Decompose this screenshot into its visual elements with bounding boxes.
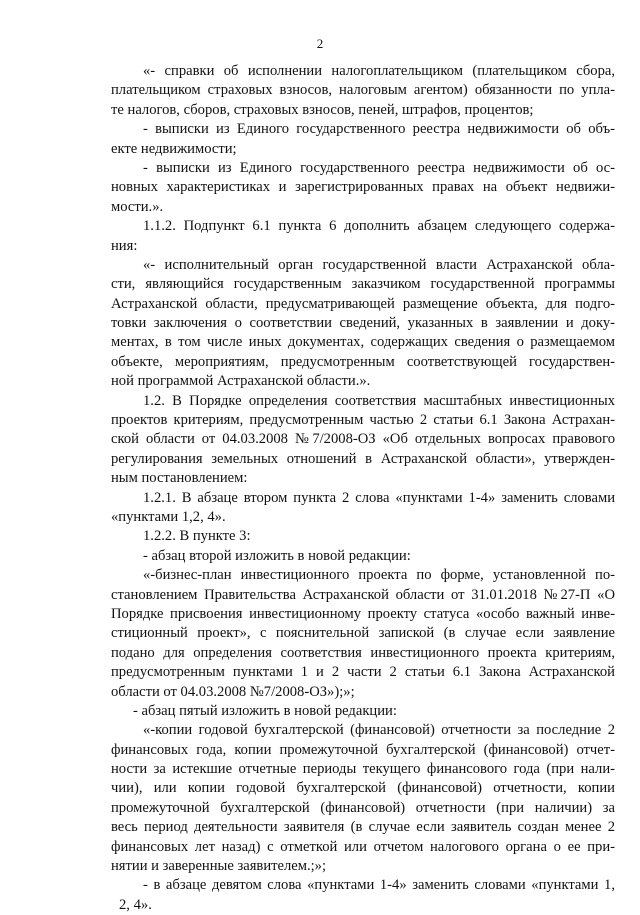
text-line: 1.2.1. В абзаце втором пункта 2 слова «пунктами 1-4» заменить словами xyxy=(143,489,615,506)
text-line: чии), или копии годовой бухгалтерской (финансовой) отчетности, копии xyxy=(111,780,615,797)
text-line: стиционный проект», с пояснительной запиской (в случае если заявление xyxy=(111,625,615,642)
text-line: финансовых года, копии промежуточной бухгалтерской (финансовой) отчет- xyxy=(111,741,615,758)
text-line: «-бизнес-план инвестиционного проекта по форме, установленной по- xyxy=(143,567,615,584)
text-line: проектов критериям, предусмотренным частью 2 статьи 6.1 Закона Астрахан- xyxy=(111,412,615,429)
text-line: «пунктами 1,2, 4». xyxy=(111,508,226,525)
text-line: екте недвижимости; xyxy=(111,140,237,157)
text-line: новных характеристиках и зарегистрированных правах на объект недвижи- xyxy=(111,179,615,196)
text-line: 1.2. В Порядке определения соответствия масштабных инвестиционных xyxy=(143,392,615,409)
text-line: - выписки из Единого государственного реестра недвижимости об объ- xyxy=(143,121,615,138)
text-line: плательщиком страховых взносов, налоговым агентом) обязанности по упла- xyxy=(111,82,615,99)
text-line: подано для определения соответствия инвестиционного проекта критериям, xyxy=(111,644,615,661)
text-line: ным постановлением: xyxy=(111,470,248,487)
text-line: товки заключения о соответствии сведений, указанных в заявлении и доку- xyxy=(111,315,615,332)
text-line: - в абзаце девятом слова «пунктами 1-4» заменить словами «пунктами 1, xyxy=(143,877,615,894)
text-line: «- исполнительный орган государственной власти Астраханской обла- xyxy=(143,256,615,273)
text-line: финансовых лет назад) с отметкой или отчетом налогового органа о ее при- xyxy=(111,838,615,855)
text-line: области от 04.03.2008 №7/2008-ОЗ»);»; xyxy=(111,683,355,700)
text-line: Астраханской области, предусматривающей размещение объекта, для подго- xyxy=(111,295,615,312)
text-line: объекте, мероприятиям, предусмотренным соответствующей государствен- xyxy=(111,353,615,370)
text-line: «-копии годовой бухгалтерской (финансовой) отчетности за последние 2 xyxy=(143,722,615,739)
text-line: - выписки из Единого государственного реестра недвижимости об ос- xyxy=(143,159,615,176)
text-line: ской области от 04.03.2008 №7/2008-ОЗ «Об отдельных вопросах правового xyxy=(111,431,615,448)
text-line: Порядке присвоения инвестиционному проекту статуса «особо важный инве- xyxy=(111,605,615,622)
text-line: регулирования земельных отношений в Астраханской области», утвержден- xyxy=(111,450,615,467)
text-line: 1.2.2. В пункте 3: xyxy=(143,528,251,545)
text-line: сти, являющийся государственным заказчиком государственной программы xyxy=(111,276,615,293)
text-line: мости.». xyxy=(111,198,164,215)
text-line: 1.1.2. Подпункт 6.1 пункта 6 дополнить абзацем следующего содержа- xyxy=(143,218,615,235)
text-line: - абзац второй изложить в новой редакции: xyxy=(143,547,411,564)
text-line: предусмотренным пунктами 1 и 2 части 2 статьи 6.1 Закона Астраханской xyxy=(111,664,615,681)
text-line: «- справки об исполнении налогоплательщиком (плательщиком сбора, xyxy=(143,63,615,79)
text-line: - абзац пятый изложить в новой редакции: xyxy=(133,702,397,719)
text-line: ности за истекшие отчетные периоды текущего финансового года (при нали- xyxy=(111,761,615,778)
document-body xyxy=(111,62,615,915)
text-line: нятии и заверенные заявителем.;»; xyxy=(111,858,327,875)
text-line: становлением Правительства Астраханской области от 31.01.2018 №27-П «О xyxy=(111,586,615,603)
text-line: промежуточной бухгалтерской (финансовой) отчетности (при наличии) за xyxy=(111,799,615,816)
text-line: ной программой Астраханской области.». xyxy=(111,373,371,390)
text-line: те налогов, сборов, страховых взносов, пеней, штрафов, процентов; xyxy=(111,101,534,118)
text-line: 2, 4». xyxy=(119,896,152,913)
text-line: ния: xyxy=(111,237,138,254)
text-line: ментах, в том числе иных документах, содержащих сведения о размещаемом xyxy=(111,334,615,351)
page-number: 2 xyxy=(316,36,324,51)
text-line: весь период деятельности заявителя (в случае если заявитель создан менее 2 xyxy=(111,819,615,836)
